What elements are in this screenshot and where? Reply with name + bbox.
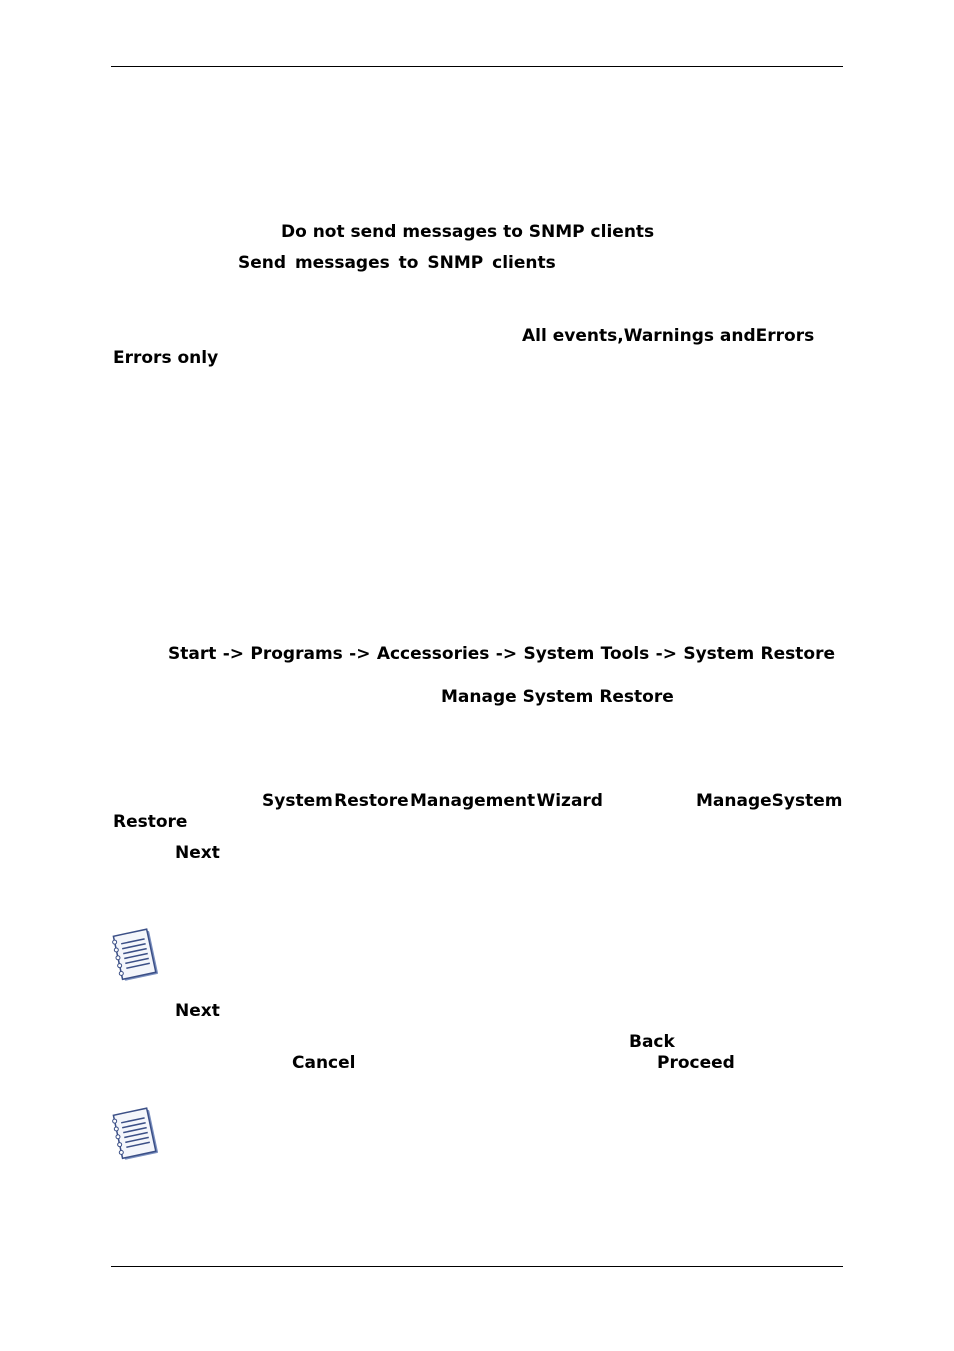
path-system: System: [523, 644, 595, 664]
manage-word: Manage: [696, 791, 772, 811]
wizard-word: Management: [409, 791, 536, 811]
option-do-not-send-snmp: Do not send messages to SNMP clients: [281, 222, 655, 242]
event-errors-only: Errors only: [113, 348, 219, 368]
header-rule: [111, 66, 843, 67]
notepad-icon: [110, 1107, 162, 1163]
footer-rule: [111, 1266, 843, 1267]
notepad-icon: [110, 928, 162, 984]
wizard-word: System: [262, 791, 333, 811]
wizard-word: Wizard: [536, 791, 603, 811]
event-errors: Errors: [755, 326, 815, 346]
path-start: Start: [168, 644, 217, 664]
next-label-1: Next: [175, 843, 220, 863]
path-tools: Tools: [600, 644, 650, 664]
path-arrow: ->: [655, 644, 677, 664]
path-system: System: [683, 644, 755, 664]
wizard-name: [262, 791, 603, 811]
start-menu-path: [168, 644, 835, 664]
proceed-label: Proceed: [657, 1053, 735, 1073]
path-accessories: Accessories: [376, 644, 490, 664]
manage-system-restore-label: Manage System Restore: [441, 687, 674, 707]
back-label: Back: [629, 1032, 675, 1052]
path-programs: Programs: [250, 644, 343, 664]
event-warnings-and: Warnings and: [623, 326, 756, 346]
event-levels-line: [522, 326, 815, 346]
path-arrow: ->: [222, 644, 245, 664]
restore-label: Restore: [113, 812, 188, 832]
wizard-word: Restore: [334, 791, 409, 811]
next-label-2: Next: [175, 1001, 220, 1021]
path-arrow: ->: [349, 644, 371, 664]
cancel-label: Cancel: [292, 1053, 356, 1073]
path-arrow: ->: [495, 644, 518, 664]
option-send-snmp: Send messages to SNMP clients: [238, 253, 556, 273]
manage-system-label: [696, 791, 843, 811]
path-restore: Restore: [760, 644, 835, 664]
event-all-events: All events,: [522, 326, 624, 346]
system-word: System: [771, 791, 843, 811]
